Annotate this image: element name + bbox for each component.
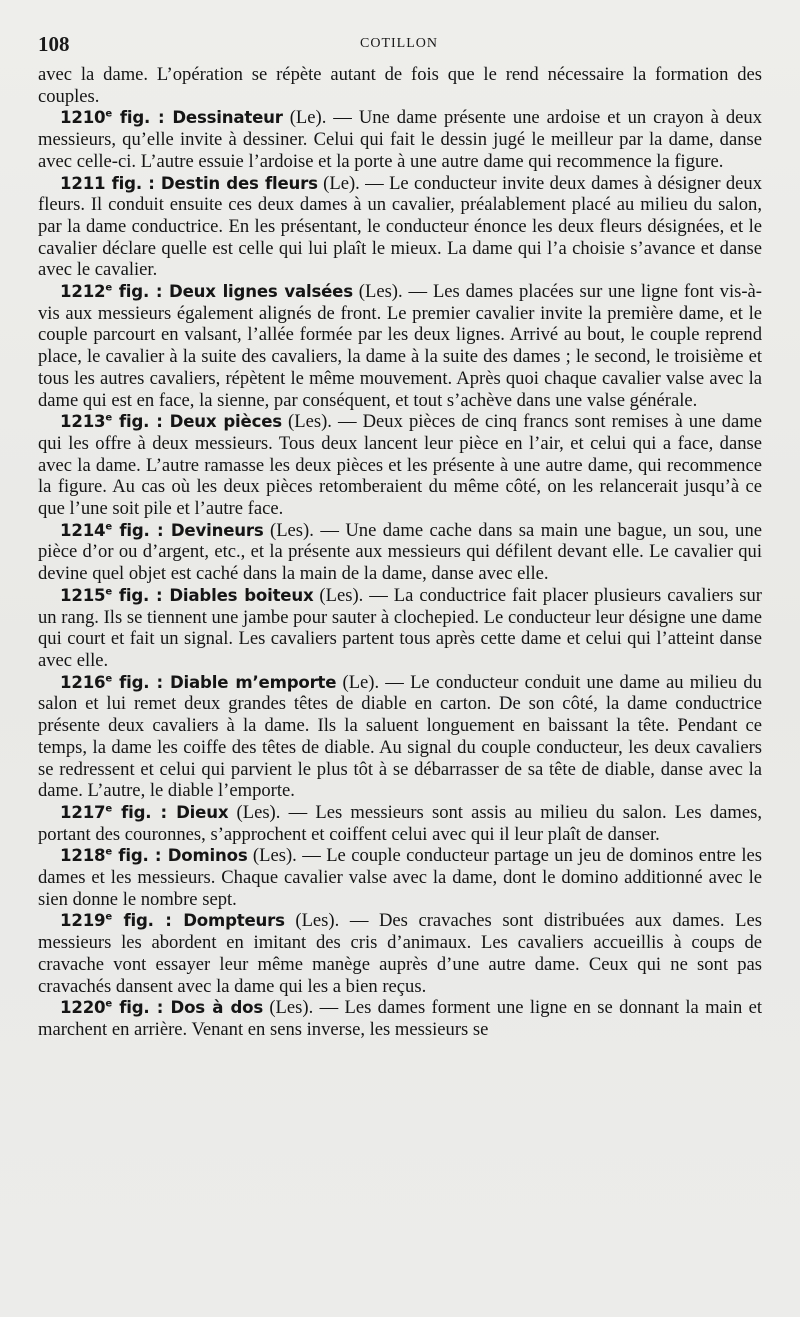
entry-title: Destin des fleurs	[160, 173, 318, 193]
entry-number-value: 1218	[60, 846, 106, 866]
entry-title: Diable m’emporte	[169, 672, 337, 692]
entry-title: Devineurs	[170, 520, 264, 540]
entry-number	[60, 586, 169, 605]
continued-paragraph: avec la dame. L’opération se répète autant de fois que le rend nécessaire la formation des couples.	[38, 64, 762, 107]
page-number: 108	[38, 32, 70, 56]
entry-number-suffix: e	[105, 673, 112, 685]
entry-fig-label: fig. :	[111, 108, 173, 128]
entry-number-value: 1210	[60, 108, 106, 128]
entry-fig-label: fig. :	[111, 520, 171, 540]
entry-body: (Les). — Les dames forment une ligne en se donnant la main et marchent en arrière. Venant en sens inverse, les messieurs se	[38, 997, 762, 1040]
entry-number-suffix: e	[105, 803, 112, 815]
entry-fig-label: fig. :	[111, 282, 170, 302]
entry-body: (Les). — Les dames placées sur une ligne font vis-à-vis aux messieurs également alignés de front. Le premier cavalier invite la première dame, et le couple parcourt en valsant, l’allée formée par les deux lignes. Arrivé au bout, le couple reprend place, le cavalier à la suite des cavaliers, la dame à la suite des dames ; le second, le troisième et tous les autres cavaliers, répètent le même mouvement. Après quoi chaque cavalier valse avec la dame qui est en face, la sienne, par conséquent, et tout s’achève dans une valse générale.	[38, 281, 762, 411]
body-text	[38, 64, 762, 1041]
entry-number-value: 1211	[60, 173, 106, 193]
entry-number	[60, 521, 171, 540]
entry-number-value: 1219	[60, 911, 106, 931]
entry-number-value: 1216	[60, 672, 106, 692]
entry-number	[60, 108, 172, 127]
entry-number-value: 1214	[60, 520, 106, 540]
entry-number-value: 1217	[60, 802, 106, 822]
entry-paragraph	[38, 411, 762, 520]
entry-paragraph	[38, 585, 762, 672]
entry-number	[60, 673, 170, 692]
entry-number-value: 1212	[60, 282, 106, 302]
entry-paragraph	[38, 520, 762, 585]
entry-number-value: 1215	[60, 585, 106, 605]
entry-number	[60, 803, 176, 822]
entry-body: (Les). — Des cravaches sont distribuées aux dames. Les messieurs les abordent en imitant des cris d’animaux. Les cavaliers accueillis à coups de cravache vont essayer leur même manège auprès d’une autre dame. Ceux qui ne sont pas cravachés dansent avec la dame qui les a bien reçus.	[38, 910, 762, 997]
running-head	[38, 32, 760, 58]
entry-paragraph	[38, 910, 762, 997]
entry-body: (Les). — Une dame cache dans sa main une bague, un sou, une pièce d’or ou d’argent, etc., et la présente aux messieurs qui défilent devant elle. Le cavalier qui devine quel objet est caché dans la main de la dame, danse avec elle.	[38, 519, 762, 585]
entry-title: Dompteurs	[183, 911, 285, 931]
entry-body: (Les). — La conductrice fait placer plusieurs cavaliers sur un rang. Ils se tiennent une jambe pour sauter à clochepied. Le conducteur leur désigne une dame qui court et fait un signal. Les cavaliers partent tous après cette dame et celui qui l’atteint danse avec elle.	[38, 584, 762, 671]
entry-number-suffix: e	[105, 521, 112, 533]
entry-number-suffix: e	[105, 998, 112, 1010]
entry-number-suffix: e	[105, 412, 112, 424]
entry-body: (Le). — Le conducteur conduit une dame au milieu du salon et lui remet deux grandes têtes de diable en carton. De son côté, la dame conductrice présente deux cavaliers à la dame. Ils la saluent longuement en baissant la tête. Pendant ce temps, la dame les coiffe des têtes de diable. Au signal du couple conducteur, les deux cavaliers se redressent et celui qui parvient le plus tôt à se débarrasser de sa tête de diable, danse avec la dame. L’autre, le diable l’emporte.	[38, 671, 762, 802]
entry-number-value: 1220	[60, 998, 106, 1018]
entry-number	[60, 998, 171, 1017]
entry-fig-label: fig. :	[111, 412, 170, 432]
entry-fig-label: fig. :	[111, 802, 177, 822]
entry-fig-label: fig. :	[105, 173, 161, 193]
entry-number	[60, 412, 170, 431]
entry-fig-label: fig. :	[111, 911, 184, 931]
entry-paragraph	[38, 802, 762, 845]
entry-number-suffix: e	[105, 108, 112, 120]
entry-title: Dos à dos	[170, 998, 264, 1018]
entry-paragraph	[38, 107, 762, 172]
entry-body: (Les). — Le couple conducteur partage un jeu de dominos entre les dames et les messieurs. Chaque cavalier valse avec la dame, dont le domino additionné avec le sien donne le nombre sept.	[38, 845, 762, 910]
entry-title: Deux lignes valsées	[169, 282, 353, 302]
entry-paragraph	[38, 672, 762, 802]
entry-body: (Le). — Une dame présente une ardoise et un crayon à deux messieurs, qu’elle invite à dessiner. Celui qui fait le dessin jugé le meilleur par la dame, danse avec celle-ci. L’autre essuie l’ardoise et la porte à une autre dame qui recommence la figure.	[38, 107, 762, 172]
entry-fig-label: fig. :	[111, 998, 171, 1018]
entry-number-suffix: e	[105, 846, 112, 858]
entry-fig-label: fig. :	[111, 672, 170, 692]
entry-number-suffix: e	[105, 911, 112, 923]
entry-paragraph	[38, 845, 762, 910]
entry-body: (Les). — Deux pièces de cinq francs sont remises à une dame qui les offre à deux messieurs. Tous deux lancent leur pièce en l’air, et celui qui a face, danse avec la dame. L’autre ramasse les deux pièces et les présente à une autre dame, qui recommence la figure. Au cas où les deux pièces retomberaient du même côté, on les relancerait jusqu’à ce que l’une soit pile et l’autre face.	[38, 411, 762, 520]
entry-title: Deux pièces	[169, 412, 282, 432]
entry-fig-label: fig. :	[111, 846, 168, 866]
entry-title: Dieux	[176, 802, 229, 822]
entry-number	[60, 282, 169, 301]
entry-body: (Le). — Le conducteur invite deux dames à désigner deux fleurs. Il conduit ensuite ces deux dames à un cavalier, préalablement placé au milieu du salon, par la dame conductrice. En les présentant, le conducteur énonce les deux fleurs désignées, et le cavalier déclare quelle est celle qui lui plaît le mieux. La dame qui l’a choisie s’avance et danse avec le cavalier.	[38, 172, 762, 281]
entry-body: (Les). — Les messieurs sont assis au milieu du salon. Les dames, portant des couronnes, s’approchent et coiffent celui avec qui il leur plaît de danser.	[38, 801, 762, 845]
entry-fig-label: fig. :	[111, 585, 170, 605]
entry-list	[38, 107, 762, 1040]
entry-number-value: 1213	[60, 412, 106, 432]
entry-number-suffix: e	[105, 586, 112, 598]
entry-title: Diables boiteux	[169, 585, 314, 605]
entry-paragraph	[38, 281, 762, 411]
entry-paragraph	[38, 173, 762, 282]
running-title: COTILLON	[360, 36, 438, 51]
entry-title: Dessinateur	[172, 108, 283, 128]
entry-number	[60, 911, 183, 930]
entry-number	[60, 846, 168, 865]
entry-paragraph	[38, 997, 762, 1040]
entry-number	[60, 174, 161, 193]
entry-title: Dominos	[167, 846, 248, 866]
entry-number-suffix: e	[105, 282, 112, 294]
